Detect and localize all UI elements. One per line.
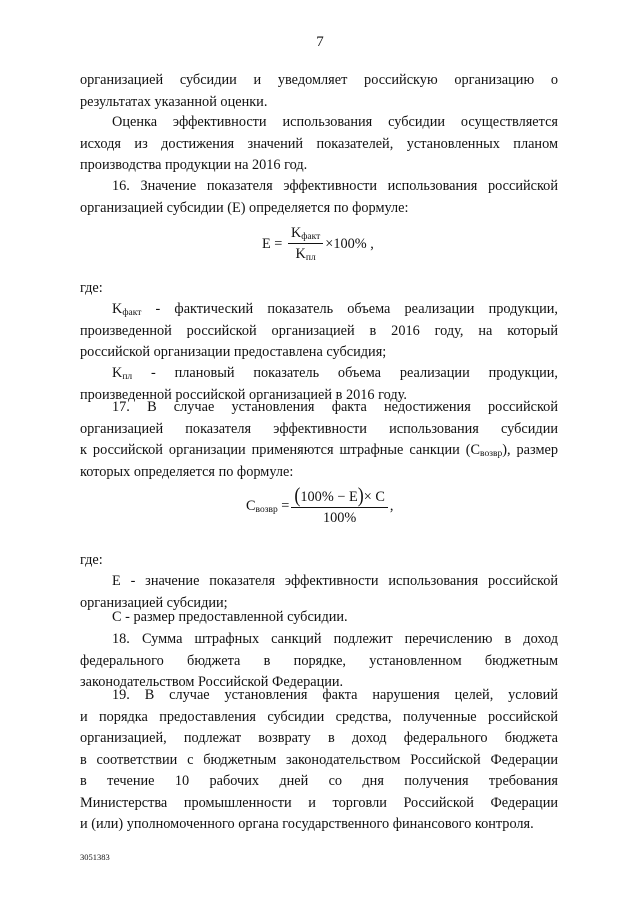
text-line: и порядка предоставления субсидии средства, полученные российской	[80, 708, 558, 725]
paragraph-19	[80, 685, 558, 836]
text-line: законодательством Российской Федерации.	[80, 674, 344, 690]
formula-efficiency	[262, 226, 374, 262]
document-code: 3051383	[80, 852, 110, 862]
text-line: к российской организации применяются штрафные санкции $(C_{возвр})$, размер	[80, 442, 559, 459]
formula-lhs: $C_{возвр}$	[246, 497, 278, 515]
text-line: которых определяется по формуле:	[80, 463, 294, 480]
fraction-numerator: (100% − E)× C	[291, 486, 388, 508]
equals-sign: =	[281, 497, 290, 514]
text-line: в соответствии с бюджетным законодательством Российской Федерации	[80, 751, 558, 768]
text-line: федерального бюджета в порядке, установленном бюджетным	[80, 652, 558, 669]
text-line: организацией субсидии;	[80, 594, 228, 611]
paragraph-16	[80, 176, 558, 219]
text-line: результатах указанной оценки.	[80, 93, 268, 110]
where-label-2: где:	[80, 552, 103, 568]
text-line: производства продукции на 2016 год.	[80, 157, 308, 173]
text-line: 17. В случае установления факта недостижения российской	[112, 399, 558, 415]
text-line: 18. Сумма штрафных санкций подлежит перечислению в доход	[112, 631, 558, 647]
text-line: организацией показателя эффективности использования субсидии	[80, 420, 558, 437]
fraction	[291, 483, 388, 527]
paragraph-continuation	[80, 70, 558, 113]
paragraph-17	[80, 397, 558, 483]
fraction-denominator: 100%	[322, 510, 357, 527]
text-line: и (или) уполномоченного органа государственного финансового контроля.	[80, 816, 534, 832]
text-line: $K_{факт}$ - фактический показатель объема реализации продукции,	[112, 301, 558, 318]
formula-tail: ,	[389, 497, 394, 514]
formula-lhs: E =	[262, 235, 283, 252]
text-line: организацией субсидии и уведомляет российскую организацию о	[80, 72, 558, 88]
text-line: российской организации предоставлена субсидия;	[80, 344, 387, 360]
text-line: организацией субсидии (E) определяется по формуле:	[80, 199, 409, 216]
fraction-denominator: $K_{пл}$	[295, 246, 316, 264]
text-line: Оценка эффективности использования субсидии осуществляется	[112, 114, 558, 130]
paragraph-efficiency-assessment	[80, 112, 558, 177]
formula-penalty	[246, 483, 394, 527]
fraction-numerator: $K_{факт}$	[288, 226, 323, 244]
page-number: 7	[316, 34, 324, 50]
text-line: исходя из достижения значений показателей, установленных планом	[80, 135, 558, 152]
text-line: 19. В случае установления факта нарушения целей, условий	[112, 687, 558, 703]
text-line: 16. Значение показателя эффективности использования российской	[112, 178, 558, 194]
definition-k-fact	[80, 299, 558, 364]
text-line: E - значение показателя эффективности использования российской	[112, 573, 558, 589]
text-line: в течение 10 рабочих дней со дня получения требования	[80, 773, 558, 789]
text-line: организацией, подлежат возврату в доход федерального бюджета	[80, 730, 558, 746]
formula-tail: ×100% ,	[325, 235, 374, 252]
text-line: произведенной российской организацией в 2016 году.	[80, 386, 407, 403]
paragraph-18	[80, 629, 558, 694]
where-label-1: где:	[80, 280, 103, 296]
fraction	[288, 226, 323, 262]
text-line: $K_{пл}$ - плановый показатель объема реализации продукции,	[112, 365, 558, 382]
text-line: Министерства промышленности и торговли Российской Федерации	[80, 794, 558, 811]
text-line: C - размер предоставленной субсидии.	[112, 609, 348, 625]
text-line: произведенной российской организацией в 2016 году, на который	[80, 322, 558, 339]
definition-c	[80, 607, 558, 629]
